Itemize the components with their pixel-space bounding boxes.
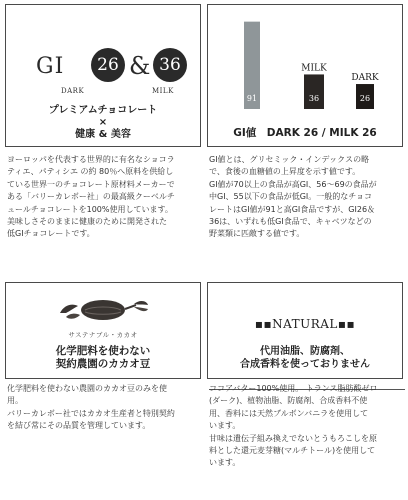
text-line: います。 [209, 421, 241, 431]
text-line: 甘味は遺伝子組み換えでないとうもろこしを原 [209, 433, 377, 443]
tagline-line-1: プレミアムチョコレート [48, 105, 158, 116]
text-line: 低GIチョコレートです。 [7, 229, 95, 239]
cacao-title-line-1: 化学肥料を使わない [55, 345, 151, 357]
text-line: ている世界一のチョコレート原材料メーカーで [7, 179, 175, 189]
text-line: ヨーロッパを代表する世界的に有名なショコラ [7, 155, 175, 164]
tagline-line-2: × [98, 117, 108, 128]
bar-value-label: 91 [246, 94, 258, 103]
tagline-line-3: 健康 & 美容 [75, 129, 131, 140]
text-line: 美味しさそのままに健康のために開発された [7, 217, 167, 227]
cacao-pod-icon [58, 295, 150, 327]
text-line: 用、香料には天然ブルボンバニラを使用して [209, 408, 369, 418]
text-line: ティエ、パティシエ の約 80％へ原料を供給し [7, 167, 174, 177]
gi-chart-caption: GI値 DARK 26 / MILK 26 [233, 127, 377, 139]
text-line: レートはGI値が91と高GI食品ですが、GI26＆ [209, 204, 376, 214]
text-line: で、食後の血糖値の上昇度を示す値です。 [209, 167, 361, 177]
text-line: 中GI、55以下の食品が低GI。一般的なチョコ [209, 192, 373, 202]
gi-bar-chart [208, 5, 404, 125]
natural-subtitle-line-2: 合成香料を使っておりません [240, 359, 370, 370]
bar-value-label: 26 [359, 94, 371, 103]
bar-category-label: DARK [351, 73, 379, 84]
logo-panel [5, 4, 201, 147]
text-line: 用。 [7, 396, 23, 406]
sustainable-cacao-label: サステナブル・カカオ [68, 331, 138, 339]
cacao-description [7, 383, 203, 433]
origin-description [7, 154, 203, 241]
text-line: バリーカレボー社ではカカオ生産者と特別契約 [7, 408, 175, 418]
gi-milk-number-badge: 36 [153, 48, 187, 82]
text-line: 料とした還元麦芽糖(マルチトール)を使用して [209, 446, 376, 456]
gi-description [209, 154, 405, 241]
gi-dark-number-badge: 26 [91, 48, 125, 82]
gi-ampersand: & [129, 52, 151, 80]
logo-dark-label: DARK [61, 87, 85, 95]
bar-category-label: MILK [301, 63, 327, 74]
gi-chart-panel [207, 4, 403, 147]
text-line: 野菜類に匹敵する値です。 [209, 229, 305, 239]
text-line: を結び常にその品質を管理しています。 [7, 421, 151, 431]
text-line: GI値とは、グリセミック・インデックスの略 [209, 155, 370, 164]
natural-subtitle [208, 345, 402, 371]
natural-logo: ▪▪NATURAL▪▪ [254, 317, 356, 331]
cacao-title-line-2: 契約農園のカカオ豆 [55, 357, 151, 370]
gi-logo-text: GI [36, 54, 65, 79]
text-line: います。 [209, 458, 241, 468]
natural-panel [207, 282, 403, 379]
cacao-panel [5, 282, 201, 379]
text-line: ココアバター100%使用。 トランス脂肪酸ゼロ [209, 384, 378, 393]
bar-milk [304, 74, 324, 109]
text-line: (ダーク)、植物油脂、防腐剤、合成香料不使 [209, 396, 368, 406]
text-line: ュールチョコレートを100%使用しています。 [7, 204, 173, 214]
cacao-title [6, 345, 200, 370]
natural-subtitle-line-1: 代用油脂、防腐剤、 [260, 346, 350, 357]
text-line: 36は、いずれも低GI食品で、キャベツなどの [209, 217, 372, 227]
text-line: ある「バリーカレボー社」の最高級クーベルチ [7, 192, 175, 202]
logo-milk-label: MILK [152, 87, 174, 95]
premium-tagline [6, 105, 200, 141]
text-line: 化学肥料を使わない農園のカカオ豆のみを使 [7, 384, 167, 393]
text-line: GI値が70以上の食品が高GI、56〜69の食品が [209, 179, 377, 189]
gi-logo [36, 48, 186, 84]
bar-value-label: 36 [308, 94, 320, 103]
ingredients-description [209, 383, 405, 470]
